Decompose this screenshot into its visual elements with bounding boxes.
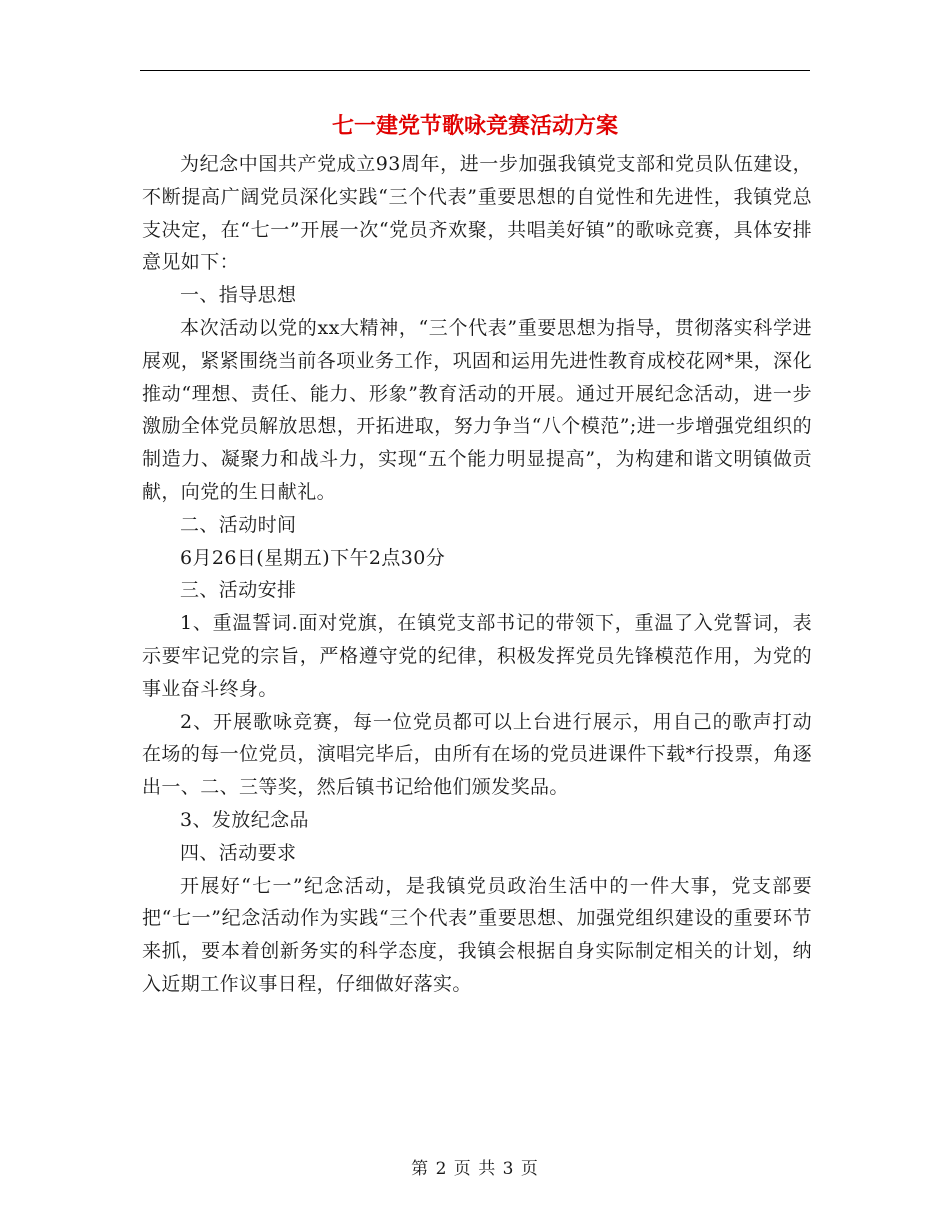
section-heading-guiding-thought: 一、指导思想 bbox=[180, 284, 297, 307]
page-number-footer: 第 2 页 共 3 页 bbox=[411, 1159, 539, 1179]
requirements-paragraph: 开展好“七一”纪念活动，是我镇党员政治生活中的一件大事，党支部要把“七一”纪念活动作为实践“三个代表”重要思想、加强党组织建设的重要环节来抓，要本着创新务实的科学态度，我镇会根据自身实际制定相关的计划，纳入近期工作议事日程，仔细做好落实。 bbox=[142, 874, 812, 995]
arrangement-item-3: 3、发放纪念品 bbox=[180, 808, 309, 831]
arrangement-item-2: 2、开展歌咏竞赛，每一位党员都可以上台进行展示，用自己的歌声打动在场的每一位党员，演唱完毕后，由所有在场的党员进课件下载*行投票，角逐出一、二、三等奖，然后镇书记给他们颁发奖品。 bbox=[142, 710, 812, 799]
document-title: 七一建党节歌咏竞赛活动方案 bbox=[331, 113, 618, 139]
section-heading-activity-arrangement: 三、活动安排 bbox=[180, 579, 297, 602]
header-rule bbox=[140, 70, 810, 71]
arrangement-item-1: 1、重温誓词.面对党旗，在镇党支部书记的带领下，重温了入党誓词，表示要牢记党的宗旨，严格遵守党的纪律，积极发挥党员先锋模范作用，为党的事业奋斗终身。 bbox=[142, 612, 812, 700]
guiding-thought-paragraph: 本次活动以党的xx大精神，“三个代表”重要思想为指导，贯彻落实科学进展观，紧紧围绕当前各项业务工作，巩固和运用先进性教育成校花网*果，深化推动“理想、责任、能力、形象”教育活动的开展。通过开展纪念活动，进一步激励全体党员解放思想，开拓进取，努力争当“八个模范”;进一步增强党组织的制造力、凝聚力和战斗力，实现“五个能力明显提高”，为构建和谐文明镇做贡献，向党的生日献礼。 bbox=[142, 316, 812, 503]
activity-time-paragraph: 6月26日(星期五)下午2点30分 bbox=[180, 546, 446, 569]
document-body bbox=[142, 148, 812, 1001]
section-heading-activity-requirements: 四、活动要求 bbox=[180, 841, 297, 864]
section-heading-activity-time: 二、活动时间 bbox=[180, 513, 297, 536]
intro-paragraph: 为纪念中国共产党成立93周年，进一步加强我镇党支部和党员队伍建设，不断提高广阔党员深化实践“三个代表”重要思想的自觉性和先进性，我镇党总支决定，在“七一”开展一次“党员齐欢聚，共唱美好镇”的歌咏竞赛，具体安排意见如下： bbox=[142, 153, 812, 274]
